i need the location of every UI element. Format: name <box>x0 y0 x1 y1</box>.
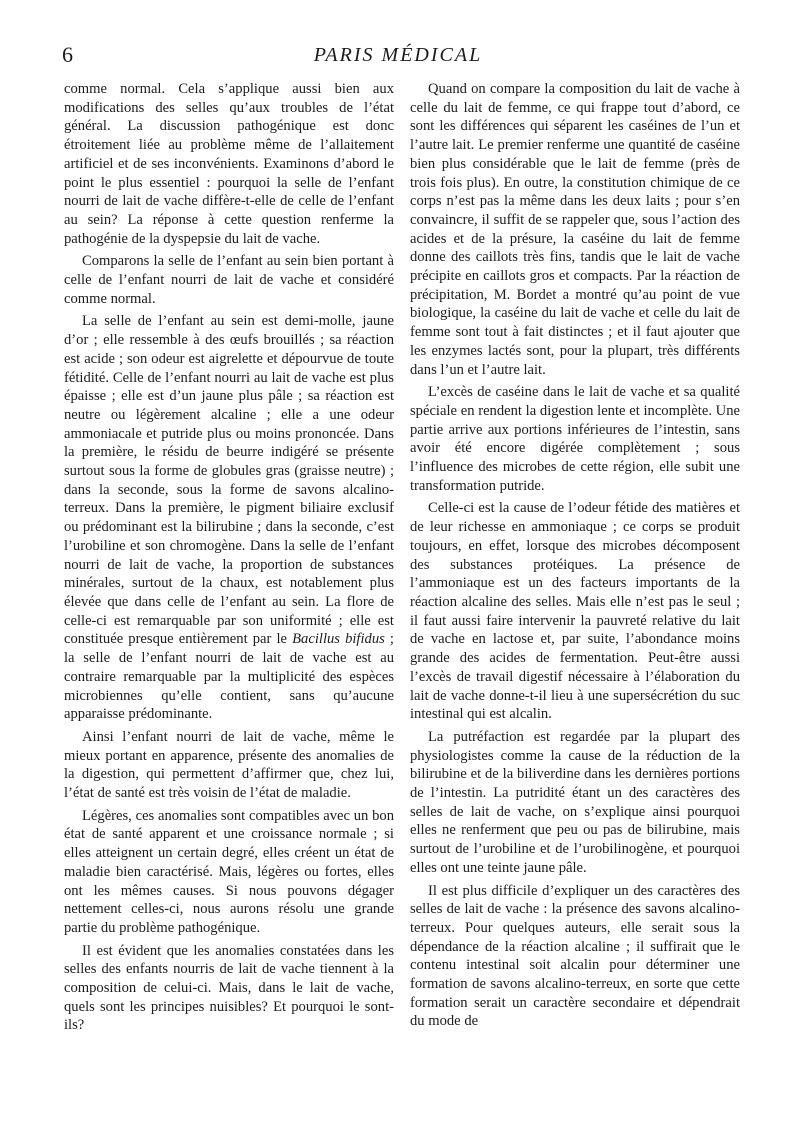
paragraph: Il est évident que les anomalies constatées dans les selles des enfants nourris de lait de vache tiennent à la composition de celui-ci. Mais, dans le lait de vache, quels sont les principes nuisibles? Et pourquoi le sont-ils? <box>64 942 394 1034</box>
paragraph <box>64 312 394 723</box>
paragraph: Il est plus difficile d’expliquer un des caractères des selles de lait de vache : la présence des savons alcalino-terreux. Pour quelques auteurs, elle serait sous la dépendance de la réaction alcaline ; il suffirait que le contenu intestinal soit alcalin pour déterminer une formation de savons alcalino-terreux, en sorte que cette formation serait un caractère secondaire et dépendrait du mode de <box>410 882 740 1030</box>
page-header <box>58 42 738 72</box>
paragraph: Légères, ces anomalies sont compatibles avec un bon état de santé apparent et une croissance normale ; si elles atteignent un certain degré, elles créent un état de maladie bien caractérisé. Mais, légères ou fortes, elles ont les mêmes causes. Si nous pouvons dégager nettement celles-ci, nous aurons résolu une grande partie du problème pathogénique. <box>64 807 394 936</box>
paragraph: Comparons la selle de l’enfant au sein bien portant à celle de l’enfant nourri de lait de vache et considéré comme normal. <box>64 253 394 307</box>
paragraph-text: La selle de l’enfant au sein est demi-molle, jaune d’or ; elle ressemble à des œufs brouillés ; sa réaction est acide ; son odeur est aigrelette et dépourvue de toute fétidité. Celle de l’enfant nourri au lait de vache est plus épaisse ; elle est d’un jaune plus pâle ; sa réaction est neutre ou légèrement alcaline ; elle a une odeur ammoniacale et putride plus ou moins prononcée. Dans la première, le résidu de beurre indigéré se présente surtout sous la forme de globules gras (graisse neutre) ; dans la seconde, sous la forme de savons alcalino-terreux. Dans la première, le pigment biliaire exclusif ou prédominant est la bilirubine ; dans la seconde, c’est l’urobiline et son chromogène. Dans la selle de l’enfant nourri de lait de vache, la proportion de substances minérales, surtout de la chaux, est notablement plus élevée que dans celle de l’enfant au sein. La flore de celle-ci est remarquable par son uniformité ; elle est constituée presque entièrement par le <box>64 313 394 648</box>
paragraph: La putréfaction est regardée par la plupart des physiologistes comme la cause de la réduction de la bilirubine et de la biliverdine dans les dernières portions de l’intestin. La putridité étant un des caractères des selles de lait de vache, on s’explique ainsi pourquoi elles ne renferment que peu ou pas de bilirubine, mais surtout de l’urobiline et de l’urobilinogène, et pourquoi elles ont une teinte jaune pâle. <box>410 728 740 876</box>
paragraph-text: ; la selle de l’enfant nourri de lait de vache est au contraire remarquable par la multiplicité des espèces microbiennes qu’elle contient, sans qu’aucune apparaisse prédominante. <box>64 631 394 723</box>
paragraph: Quand on compare la composition du lait de vache à celle du lait de femme, ce qui frappe tout d’abord, ce sont les différences qui séparent les caséines de l’un et l’autre lait. Le premier renferme une quantité de caséine bien plus considérable que le lait de femme (près de trois fois plus). En outre, la constitution chimique de ce corps n’est pas la même dans les deux laits ; pour s’en convaincre, il suffit de se rappeler que, sous l’action des acides et de la présure, la caséine du lait de femme donne des caillots très fins, tandis que le lait de vache précipite en caillots gros et compacts. Par la réaction de précipitation, M. Bordet a montré qu’au point de vue biologique, la caséine du lait de vache et celle du lait de femme sont tout à fait distinctes ; et il faut ajouter que les enzymes lactés sont, pour la plupart, très différents dans l’un et l’autre lait. <box>410 81 740 378</box>
left-column <box>64 80 394 1039</box>
paragraph: L’excès de caséine dans le lait de vache et sa qualité spéciale en rendent la digestion lente et incomplète. Une partie arrive aux portions inférieures de l’intestin, sans avoir été encore digérée complètement ; sous l’influence des microbes de cette région, elle subit une transformation putride. <box>410 384 740 494</box>
species-name: Bacillus bifidus <box>292 631 385 648</box>
right-column <box>410 80 740 1035</box>
paragraph: comme normal. Cela s’applique aussi bien aux modifications des selles qu’aux troubles de l’état général. La discussion pathogénique est donc étroitement liée au problème même de l’allaitement artificiel et de ses inconvénients. Examinons d’abord le point le plus essentiel : pourquoi la selle de l’enfant nourri de lait de vache diffère-t-elle de celle de l’enfant au sein? La réponse à cette question renferme la pathogénie de la dyspepsie du lait de vache. <box>64 81 394 247</box>
paragraph: Celle-ci est la cause de l’odeur fétide des matières et de leur richesse en ammoniaque ; ce corps se produit toujours, en effet, lorsque des microbes décomposent des substances protéiques. La présence de l’ammoniaque est un des facteurs importants de la réaction alcaline des selles. Mais elle n’est pas le seul ; il faut aussi faire intervenir la pauvreté relative du lait de vache en lactose et, par suite, l’abondance moins grande des acides de fermentation. Peut-être aussi l’excès de travail digestif nécessaire à l’élaboration du lait de vache donne-t-il lieu à une supersécrétion du suc intestinal qui est alcalin. <box>410 500 740 723</box>
journal-title: PARIS MÉDICAL <box>313 44 483 66</box>
page-number: 6 <box>62 42 73 67</box>
paragraph: Ainsi l’enfant nourri de lait de vache, même le mieux portant en apparence, présente des anomalies de la digestion, qui permettent d’affirmer que, chez lui, l’état de santé est très voisin de l’état de maladie. <box>64 728 394 802</box>
